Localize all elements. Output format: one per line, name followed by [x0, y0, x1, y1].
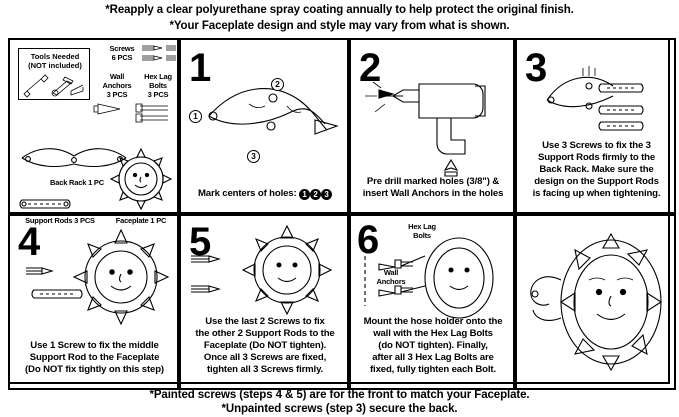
top-note-line-1: *Reapply a clear polyurethane spray coating annually to help protect the original finish.	[105, 4, 574, 16]
step-5-caption-line-2: the other 2 Support Rods to the	[195, 328, 335, 339]
bottom-note-line-2: *Unpainted screws (step 3) secure the back.	[221, 403, 458, 415]
step-1-inline-num-3: 3	[321, 189, 332, 200]
step-1-callout-1: 1	[189, 110, 202, 123]
final-product-cell	[515, 214, 676, 390]
step-6-caption-line-5: fixed, fully tighten each Bolt.	[370, 364, 496, 375]
step-2-caption-line-2: insert Wall Anchors in the holes	[362, 188, 504, 199]
step-2-number: 2	[359, 46, 382, 90]
step-3-caption-line-3: Back Rack. Make sure the	[539, 164, 654, 175]
step-4-rod-screw-illustration	[18, 264, 92, 324]
final-product-illustration	[519, 218, 674, 388]
wall-anchors-qty: 3 PCS	[106, 90, 128, 99]
step-2-cell	[349, 38, 515, 214]
step-1-caption-text: Mark centers of holes:	[197, 188, 297, 199]
step-6-hex-lag-label-1: Hex Lag	[408, 222, 436, 231]
step-6-wall-anchors-label-1: Wall	[383, 268, 399, 277]
screws-illustration	[140, 43, 180, 69]
step-3-cell	[515, 38, 676, 214]
parts-cell	[8, 38, 179, 225]
steps-grid	[8, 38, 670, 384]
step-1-inline-num-2: 2	[310, 189, 321, 200]
step-6-illustration	[355, 226, 515, 326]
step-6-number: 6	[357, 218, 380, 262]
step-2-drill-illustration	[359, 64, 509, 174]
step-3-illustration	[531, 62, 671, 142]
tools-needed-title-line1: Tools Needed	[30, 52, 80, 61]
anchors-and-bolts-illustration	[12, 102, 178, 142]
step-1-callout-3: 3	[247, 150, 260, 163]
step-1-number: 1	[189, 46, 212, 90]
step-1-illustration	[187, 68, 347, 178]
tools-needed-title-line2: (NOT included)	[28, 61, 82, 70]
faceplate-illustration	[108, 146, 174, 212]
support-rods-label: Support Rods 3 PCS	[25, 216, 95, 225]
step-6-caption-line-1: Mount the hose holder onto the	[363, 316, 503, 327]
step-5-caption-line-4: Once all 3 Screws are fixed,	[203, 352, 327, 363]
step-6-caption-line-2: wall with the Hex Lag Bolts	[373, 328, 493, 339]
wall-anchors-label-1: Wall	[109, 72, 125, 81]
step-3-caption-line-1: Use 3 Screws to fix the 3	[542, 140, 651, 151]
tools-needed-box	[18, 48, 90, 100]
step-5-number: 5	[189, 220, 212, 264]
step-4-caption-line-2: Support Rod to the Faceplate	[29, 352, 160, 363]
step-3-caption-line-4: design on the Support Rods	[534, 176, 659, 187]
step-5-caption-line-5: tighten all 3 Screws firmly.	[206, 364, 324, 375]
step-6-caption-line-4: after all 3 Hex Lag Bolts are	[372, 352, 494, 363]
screws-label: Screws	[109, 44, 135, 53]
step-3-caption-line-5: is facing up when tightening.	[532, 188, 661, 199]
step-1-callout-2: 2	[271, 78, 284, 91]
faceplate-label: Faceplate 1 PC	[115, 216, 167, 225]
step-5-caption-line-1: Use the last 2 Screws to fix	[205, 316, 325, 327]
step-2-caption-line-1: Pre drill marked holes (3/8") &	[366, 176, 500, 187]
step-6-wall-anchors-label-2: Anchors	[376, 277, 406, 286]
tools-illustration	[19, 73, 89, 99]
step-1-caption	[183, 188, 347, 200]
hex-lag-qty: 3 PCS	[147, 90, 169, 99]
step-5-faceplate-illustration	[235, 220, 343, 320]
step-4-caption-line-3: (Do NOT fix tightly on this step)	[25, 364, 164, 375]
bottom-note-line-1: *Painted screws (steps 4 & 5) are for the front to match your Faceplate.	[149, 389, 530, 401]
step-5-caption-line-3: Faceplate (Do NOT tighten).	[203, 340, 327, 351]
top-note-line-2: *Your Faceplate design and style may vary from what is shown.	[169, 20, 510, 32]
back-rack-label: Back Rack 1 PC	[50, 178, 104, 187]
step-4-number: 4	[18, 220, 41, 264]
step-6-hex-lag-label-2: Bolts	[413, 231, 431, 240]
step-4-caption-line-1: Use 1 Screw to fix the middle	[30, 340, 159, 351]
step-3-number: 3	[525, 46, 548, 90]
step-1-cell	[179, 38, 349, 214]
step-4-cell	[8, 214, 179, 390]
wall-anchors-label-2: Anchors	[102, 81, 132, 90]
step-6-caption-line-3: (do NOT tighten). Finally,	[378, 340, 488, 351]
step-5-cell	[179, 214, 349, 390]
step-1-inline-num-1: 1	[299, 189, 310, 200]
step-3-caption-line-2: Support Rods firmly to the	[537, 152, 656, 163]
step-6-cell	[349, 214, 515, 390]
screws-qty: 6 PCS	[111, 53, 133, 62]
step-5-screws-illustration	[185, 246, 245, 316]
hex-lag-label-2: Bolts	[149, 81, 167, 90]
hex-lag-label-1: Hex Lag	[144, 72, 172, 81]
